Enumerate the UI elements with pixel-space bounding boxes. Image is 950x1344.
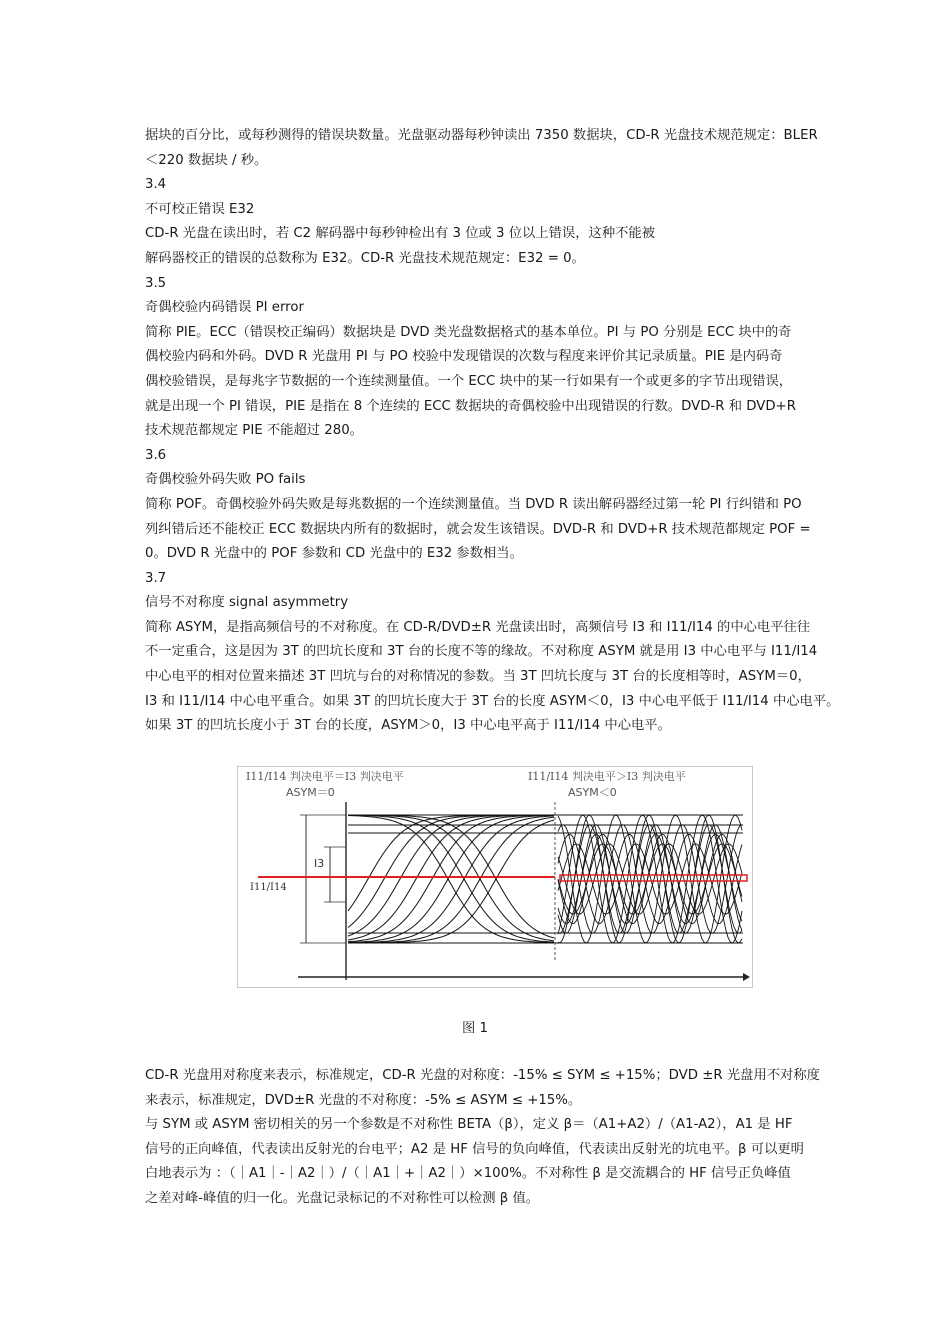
waveform-trace	[348, 815, 554, 942]
text-line: 中心电平的相对位置来描述 3T 凹坑与台的对称情况的参数。当 3T 凹坑长度与 3T 台的长度相等时，ASYM＝0，	[145, 669, 811, 685]
eye-diagram	[238, 767, 752, 987]
waveform-trace	[348, 820, 554, 943]
waveform-trace	[348, 815, 554, 942]
waveform-trace	[348, 816, 554, 943]
text-line: CD-R 光盘用对称度来表示，标准规定，CD-R 光盘的对称度：-15% ≤ SYM ≤ +15%；DVD ±R 光盘用不对称度	[145, 1068, 820, 1083]
text-line: 偶校验错误，是每兆字节数据的一个连续测量值。一个 ECC 块中的某一行如果有一个或更多的字节出现错误，	[145, 373, 793, 389]
text-line: 简称 PIE。ECC（错误校正编码）数据块是 DVD 类光盘数据格式的基本单位。PI 与 PO 分别是 ECC 块中的奇	[145, 324, 792, 340]
text-line: CD-R 光盘在读出时，若 C2 解码器中每秒钟检出有 3 位或 3 位以上错误，这种不能被	[145, 226, 656, 242]
text-line: 来表示，标准规定，DVD±R 光盘的不对称度：-5% ≤ ASYM ≤ +15%。	[145, 1092, 582, 1108]
section-number: 3.6	[145, 447, 167, 463]
right-title: I11/I14 判决电平＞I3 判决电平	[528, 770, 686, 783]
left-subtitle: ASYM＝0	[286, 786, 335, 799]
text-line: 如果 3T 的凹坑长度小于 3T 台的长度，ASYM＞0，I3 中心电平高于 I11/I14 中心电平。	[145, 718, 671, 734]
text-line: 之差对峰-峰值的归一化。光盘记录标记的不对称性可以检测 β 值。	[145, 1190, 540, 1206]
waveform-trace	[348, 815, 554, 942]
text-line: 据块的百分比，或每秒测得的错误块数量。光盘驱动器每秒钟读出 7350 数据块，CD-R 光盘技术规范规定：BLER	[145, 128, 818, 143]
body-text-top	[145, 124, 851, 739]
i11-label: I11/I14	[250, 882, 287, 893]
text-line: 偶校验内码和外码。DVD R 光盘用 PI 与 PO 校验中发现错误的次数与程度来评价其记录质量。PIE 是内码奇	[145, 349, 783, 365]
waveform-trace	[558, 834, 742, 924]
eye-diagram-figure	[237, 766, 753, 988]
right-subtitle: ASYM＜0	[568, 786, 617, 799]
section-number: 3.5	[145, 275, 167, 291]
text-line: 技术规范都规定 PIE 不能超过 280。	[145, 423, 363, 439]
section-title: 奇偶校验内码错误 PI error	[145, 300, 304, 316]
section-title: 信号不对称度 signal asymmetry	[145, 595, 349, 611]
section-number: 3.4	[145, 177, 167, 193]
waveform-trace	[348, 816, 554, 943]
text-line: 信号的正向峰值，代表读出反射光的台电平；A2 是 HF 信号的负向峰值，代表读出反射光的坑电平。β 可以更明	[145, 1141, 804, 1157]
i3-label: I3	[314, 857, 325, 870]
text-line: 0。DVD R 光盘中的 POF 参数和 CD 光盘中的 E32 参数相当。	[145, 546, 523, 562]
text-line: 就是出现一个 PI 错误，PIE 是指在 8 个连续的 ECC 数据块的奇偶校验中出现错误的行数。DVD-R 和 DVD+R	[145, 398, 796, 414]
figure-caption: 图 1	[462, 1021, 488, 1036]
section-title: 不可校正错误 E32	[145, 201, 255, 217]
text-line: 解码器校正的错误的总数称为 E32。CD-R 光盘技术规范规定：E32 = 0。	[145, 250, 585, 266]
text-line: 列纠错后还不能校正 ECC 数据块内所有的数据时，就会发生该错误。DVD-R 和 DVD+R 技术规范都规定 POF =	[145, 521, 811, 537]
text-line: 白地表示为 ：（｜A1｜-｜A2｜）/（｜A1｜+｜A2｜）×100%。不对称性 β 是交流耦合的 HF 信号正负峰值	[145, 1166, 791, 1182]
text-line: ＜220 数据块 / 秒。	[145, 152, 268, 168]
section-number: 3.7	[145, 570, 167, 586]
body-text-bottom	[145, 1064, 851, 1212]
text-line: 不一定重合，这是因为 3T 的凹坑长度和 3T 台的长度不等的缘故。不对称度 ASYM 就是用 I3 中心电平与 I11/I14	[145, 644, 818, 660]
text-line: I3 和 I11/I14 中心电平重合。如果 3T 的凹坑长度大于 3T 台的长度 ASYM＜0，I3 中心电平低于 I11/I14 中心电平。	[145, 693, 840, 709]
left-title: I11/I14 判决电平＝I3 判决电平	[246, 770, 404, 783]
waveform-group	[348, 815, 743, 943]
section-title: 奇偶校验外码失败 PO fails	[145, 472, 306, 488]
text-line: 简称 ASYM，是指高频信号的不对称度。在 CD-R/DVD±R 光盘读出时，高频信号 I3 和 I11/I14 的中心电平往往	[145, 619, 811, 635]
x-axis-arrow	[743, 973, 750, 981]
text-line: 简称 POF。奇偶校验外码失败是每兆数据的一个连续测量值。当 DVD R 读出解码器经过第一轮 PI 行纠错和 PO	[145, 496, 802, 512]
text-line: 与 SYM 或 ASYM 密切相关的另一个参数是不对称性 BETA（β），定义 β＝（A1+A2）/（A1-A2），A1 是 HF	[145, 1117, 793, 1133]
